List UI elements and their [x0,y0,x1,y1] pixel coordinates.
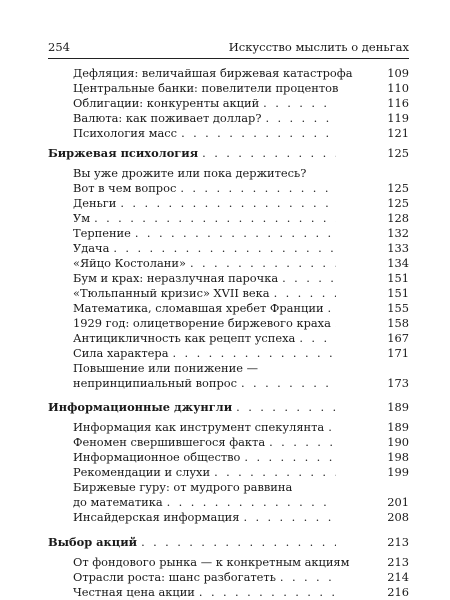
toc-entry[interactable] [73,435,339,450]
toc-entry-page: 155 [387,301,409,315]
section-title: Выбор акций [48,535,138,549]
dot-leader [120,196,336,211]
dot-leader [265,111,336,126]
toc-entry-title: Бум и крах: неразлучная парочка [73,271,279,285]
toc-entry-title: Деньги [73,196,117,210]
dot-leader [241,376,336,391]
toc-entry-page: 216 [387,585,409,599]
header-rule [48,58,409,59]
toc-entry-page: 132 [387,226,409,240]
toc-entry-title: Повышение или понижение — [73,361,258,375]
toc-entry[interactable] [73,81,339,96]
dot-leader [113,241,336,256]
toc-entry-page: 116 [387,96,409,110]
toc-entry-title: Феномен свершившегося факта [73,435,266,449]
section-page: 125 [387,146,409,160]
toc-entry-title: Инсайдерская информация [73,510,240,524]
toc-entry-page: 213 [387,555,409,569]
toc-entry-page: 109 [387,66,409,80]
toc-entry-title: Удача [73,241,110,255]
toc-entry-page: 125 [387,196,409,210]
toc-entry[interactable] [73,301,339,316]
toc-entry[interactable] [73,256,339,271]
toc-entry[interactable] [73,241,339,256]
toc-entry[interactable] [73,555,350,570]
dot-leader [274,286,336,301]
toc-section-heading[interactable] [48,146,339,161]
dot-leader [335,316,336,331]
toc-entry[interactable] [73,166,339,181]
toc-entry-title: непринципиальный вопрос [73,376,237,390]
toc-entry-page: 125 [387,181,409,195]
toc-entry-title: Рекомендации и слухи [73,465,211,479]
page-number: 254 [48,40,70,54]
toc-entry[interactable] [73,376,339,391]
toc-entry[interactable] [73,361,339,376]
dot-leader [180,181,336,196]
toc-entry[interactable] [73,286,339,301]
toc-entry-page: 199 [387,465,409,479]
toc-entry-title: Терпение [73,226,131,240]
toc-entry[interactable] [73,495,339,510]
dot-leader [299,331,336,346]
dot-leader [269,435,336,450]
toc-entry[interactable] [73,346,339,361]
toc-entry-title: Информация как инструмент спекулянта [73,420,325,434]
toc-entry-page: 110 [387,81,409,95]
toc-section-heading[interactable] [48,535,339,550]
dot-leader [214,465,336,480]
toc-entry-title: Вот в чем вопрос [73,181,177,195]
toc-entry-title: «Яйцо Костолани» [73,256,186,270]
toc-entry-title: От фондового рынка — к конкретным акциям [73,555,350,569]
toc-entry-title: Дефляция: величайшая биржевая катастрофа [73,66,353,80]
section-page: 189 [387,400,409,414]
dot-leader [167,495,336,510]
toc-entry-page: 173 [387,376,409,390]
toc-entry-title: до математика [73,495,163,509]
section-title: Биржевая психология [48,146,199,160]
toc-entry-title: Математика, сломавшая хребет Франции [73,301,324,315]
dot-leader [236,400,336,415]
toc-entry-page: 151 [387,286,409,300]
toc-entry-title: Информационное общество [73,450,241,464]
toc-entry-page: 151 [387,271,409,285]
toc-entry[interactable] [73,316,339,331]
toc-entry[interactable] [73,480,339,495]
dot-leader [202,146,336,161]
toc-entry-title: Отрасли роста: шанс разбогатеть [73,570,276,584]
toc-entry-page: 208 [387,510,409,524]
toc-entry[interactable] [73,465,339,480]
toc-entry-page: 201 [387,495,409,509]
toc-entry-title: Вы уже дрожите или пока держитесь? [73,166,307,180]
dot-leader [94,211,336,226]
toc-entry-page: 190 [387,435,409,449]
toc-entry[interactable] [73,585,339,600]
toc-entry-page: 119 [387,111,409,125]
toc-entry-page: 167 [387,331,409,345]
dot-leader [181,126,336,141]
toc-entry-page: 158 [387,316,409,330]
dot-leader [280,570,336,585]
dot-leader [243,510,336,525]
dot-leader [190,256,336,271]
toc-entry[interactable] [73,196,339,211]
section-page: 213 [387,535,409,549]
toc-entry-page: 121 [387,126,409,140]
dot-leader [244,450,336,465]
toc-section-heading[interactable] [48,400,339,415]
section-title: Информационные джунгли [48,400,233,414]
toc-entry[interactable] [73,570,339,585]
dot-leader [328,301,336,316]
toc-entry-title: «Тюльпанный кризис» XVII века [73,286,270,300]
toc-entry-page: 189 [387,420,409,434]
dot-leader [135,226,336,241]
toc-entry-page: 214 [387,570,409,584]
toc-entry-title: Психология масс [73,126,178,140]
toc-entry[interactable] [73,111,339,126]
toc-entry-title: Сила характера [73,346,169,360]
toc-entry-title: Облигации: конкуренты акций [73,96,260,110]
toc-entry[interactable] [73,126,339,141]
toc-entry[interactable] [73,211,339,226]
toc-entry-page: 171 [387,346,409,360]
toc-entry-title: Честная цена акции [73,585,195,599]
toc-entry[interactable] [73,510,339,525]
toc-entry-page: 198 [387,450,409,464]
dot-leader [282,271,336,286]
toc-entry-page: 134 [387,256,409,270]
book-title: Искусство мыслить о деньгах [228,40,409,54]
toc-entry[interactable] [73,271,339,286]
toc-entry-title: Валюта: как поживает доллар? [73,111,262,125]
toc-entry-title: Ум [73,211,91,225]
toc-entry-title: 1929 год: олицетворение биржевого краха [73,316,331,330]
toc-entry[interactable] [73,66,353,81]
toc-entry[interactable] [73,226,339,241]
toc-entry[interactable] [73,181,339,196]
dot-leader [141,535,336,550]
toc-entry-page: 128 [387,211,409,225]
toc-entry-title: Центральные банки: повелители процентов [73,81,339,95]
toc-entry[interactable] [73,420,339,435]
dot-leader [328,420,336,435]
dot-leader [263,96,336,111]
toc-entry-page: 133 [387,241,409,255]
toc-entry[interactable] [73,96,339,111]
toc-entry[interactable] [73,331,339,346]
toc-entry[interactable] [73,450,339,465]
dot-leader [199,585,336,600]
dot-leader [173,346,337,361]
toc-entry-title: Биржевые гуру: от мудрого раввина [73,480,293,494]
toc-entry-title: Антицикличность как рецепт успеха [73,331,296,345]
